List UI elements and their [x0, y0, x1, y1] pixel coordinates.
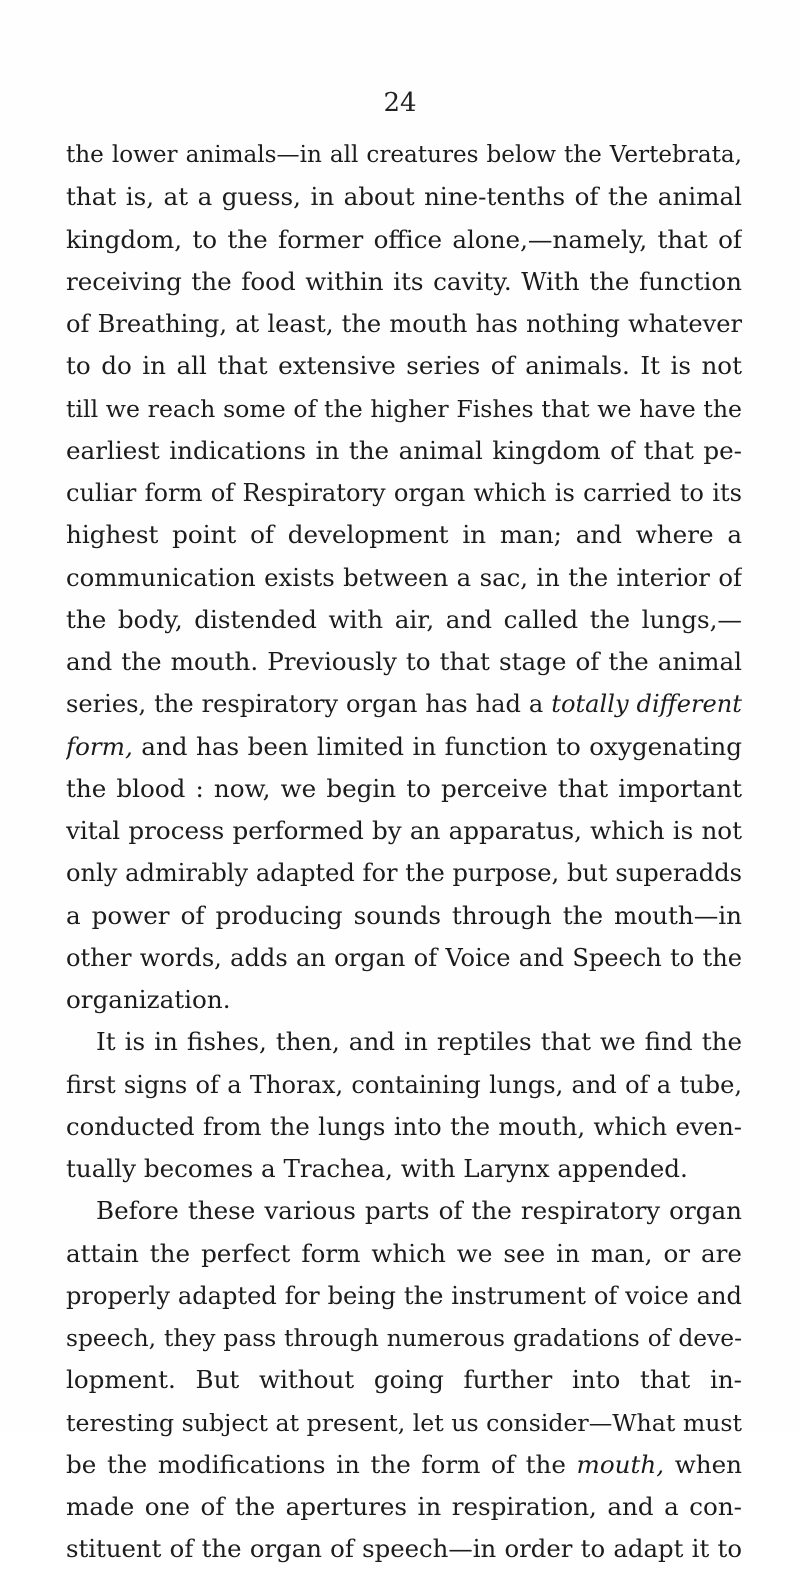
- text-line: conducted from the lungs into the mouth, which even-: [66, 1111, 742, 1141]
- text-line: tually becomes a Trachea, with Larynx appended.: [66, 1154, 688, 1183]
- text-line: kingdom, to the former office alone,—namely, that of: [66, 224, 742, 254]
- italic-text: mouth,: [576, 1449, 665, 1479]
- text-line: attain the perfect form which we see in man, or are: [66, 1238, 742, 1268]
- text-line: the body, distended with air, and called the lungs,—: [66, 604, 742, 634]
- text-line: other words, adds an organ of Voice and Speech to the: [66, 943, 742, 972]
- text-line: the blood : now, we begin to perceive that important: [66, 773, 742, 803]
- text-line: and the mouth. Previously to that stage of the animal: [66, 647, 742, 676]
- text-line: speech, they pass through numerous gradations of deve-: [66, 1324, 742, 1352]
- text-line: communication exists between a sac, in the interior of: [66, 562, 742, 592]
- text-line: that is, at a guess, in about nine-tenths of the animal: [66, 182, 742, 212]
- text-line: made one of the apertures in respiration, and a con-: [66, 1492, 742, 1521]
- text-line: vital process performed by an apparatus, which is not: [66, 816, 742, 845]
- text-span: series, the respiratory organ has had a: [66, 690, 552, 719]
- text-line: culiar form of Respiratory organ which is carried to its: [66, 479, 742, 507]
- italic-text: totally different: [551, 690, 742, 719]
- text-line: It is in fishes, then, and in reptiles that we find the: [96, 1027, 742, 1057]
- text-line: properly adapted for being the instrument of voice and: [66, 1281, 742, 1310]
- text-line: teresting subject at present, let us consider—What must: [66, 1408, 742, 1437]
- text-line: [66, 683, 742, 725]
- page-number: 24: [383, 88, 417, 118]
- text-line: to do in all that extensive series of animals. It is not: [66, 351, 742, 381]
- text-span: when: [664, 1449, 742, 1479]
- text-line: first signs of a Thorax, containing lungs, and of a tube,: [66, 1070, 742, 1099]
- text-line: receiving the food within its cavity. With the function: [66, 266, 742, 296]
- text-line: [66, 726, 742, 768]
- text-line: lopment. But without going further into that in-: [66, 1365, 742, 1395]
- text-line: only admirably adapted for the purpose, but superadds: [66, 859, 742, 888]
- text-line: till we reach some of the higher Fishes that we have the: [66, 394, 742, 423]
- body-text: [66, 134, 742, 1571]
- text-span: and has been limited in function to oxygenating: [132, 731, 742, 761]
- text-span: be the modifications in the form of the: [66, 1449, 577, 1479]
- text-line: earliest indications in the animal kingdom of that pe-: [66, 435, 742, 465]
- text-line: Before these various parts of the respiratory organ: [96, 1196, 742, 1226]
- italic-text: form,: [66, 731, 133, 761]
- text-line: organization.: [66, 985, 231, 1014]
- text-line: [66, 1444, 742, 1486]
- text-line: stituent of the organ of speech—in order to adapt it to: [66, 1534, 742, 1564]
- text-line: the lower animals—in all creatures below the Vertebrata,: [66, 142, 742, 168]
- text-line: of Breathing, at least, the mouth has nothing whatever: [66, 310, 742, 338]
- text-line: a power of producing sounds through the mouth—in: [66, 900, 742, 930]
- text-line: highest point of development in man; and where a: [66, 520, 742, 550]
